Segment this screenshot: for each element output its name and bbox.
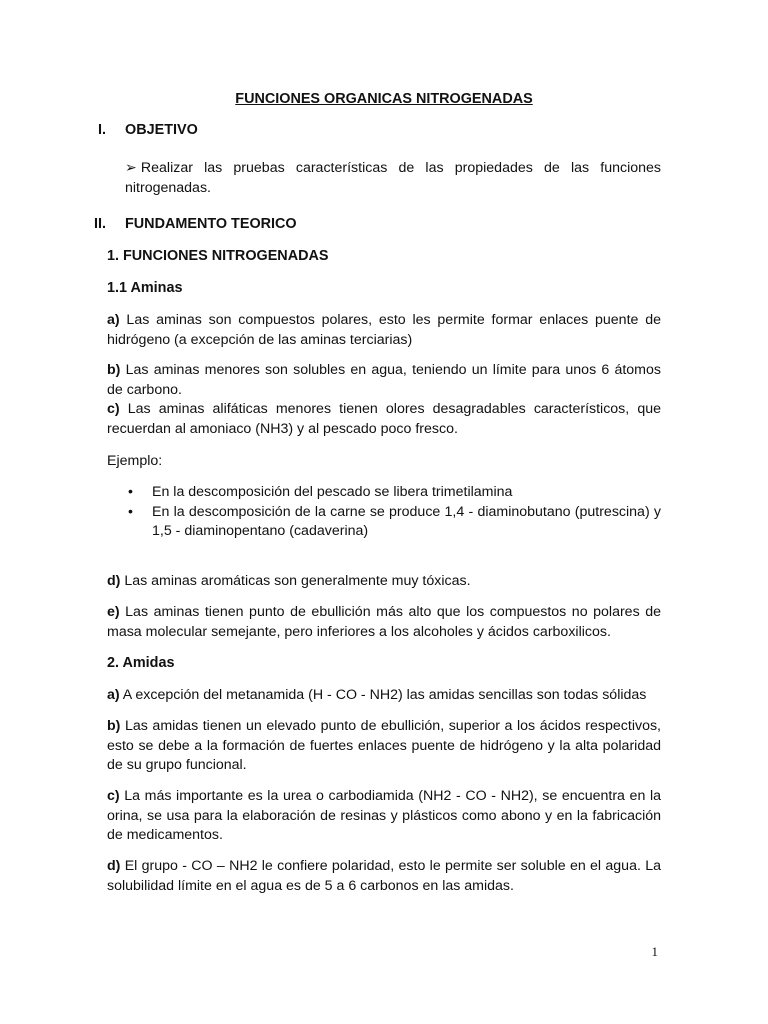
amidas-paragraph-d: [107, 857, 661, 896]
item-text: Las aminas aromáticas son generalmente muy tóxicas.: [120, 573, 471, 589]
item-label: e): [107, 604, 120, 620]
item-text: El grupo - CO – NH2 le confiere polaridad, esto le permite ser soluble en el agua. La solubilidad límite en el agua es de 5 a 6 carbonos en las amidas.: [107, 858, 661, 894]
aminas-paragraph-c: [107, 400, 661, 439]
aminas-paragraph-a: [107, 311, 661, 350]
section2-heading: FUNDAMENTO TEORICO: [125, 216, 297, 232]
page-number: 1: [651, 944, 658, 959]
aminas-paragraph-e: [107, 603, 661, 642]
item-label: d): [107, 858, 121, 874]
section2-numeral: II.: [94, 216, 106, 232]
objective-paragraph: [125, 159, 661, 198]
bullet-text: En la descomposición de la carne se produce 1,4 - diaminobutano (putrescina) y 1,5 - diaminopentano (cadaverina): [152, 503, 661, 539]
item-text: Las aminas alifáticas menores tienen olores desagradables característicos, que recuerdan al amoniaco (NH3) y al pescado poco fresco.: [107, 401, 661, 437]
amidas-paragraph-c: [107, 787, 661, 846]
subsection-funciones-nitrogenadas: 1. FUNCIONES NITROGENADAS: [107, 248, 329, 264]
ejemplo-label: Ejemplo:: [107, 453, 163, 469]
item-text: Las aminas son compuestos polares, esto les permite formar enlaces puente de hidrógeno (a excepción de las aminas terciarias): [107, 312, 661, 348]
section1-numeral: I.: [98, 122, 106, 138]
item-text: Las aminas menores son solubles en agua, teniendo un límite para unos 6 átomos de carbono.: [107, 362, 661, 398]
item-text: Las aminas tienen punto de ebullición más alto que los compuestos no polares de masa molecular semejante, pero inferiores a los alcoholes y ácidos carboxilicos.: [107, 604, 661, 640]
objective-text: Realizar las pruebas características de las propiedades de las funciones nitrogenadas.: [125, 160, 661, 196]
aminas-paragraph-b: [107, 361, 661, 400]
subsection-aminas: 1.1 Aminas: [107, 280, 183, 296]
item-label: a): [107, 312, 120, 328]
bullet-dot-icon: •: [128, 484, 133, 500]
item-text: La más importante es la urea o carbodiamida (NH2 - CO - NH2), se encuentra en la orina, se usa para la elaboración de resinas y plásticos como abono y en la fabricación de medicamentos.: [107, 788, 661, 843]
item-label: c): [107, 401, 120, 417]
aminas-paragraph-d: [107, 572, 661, 592]
ejemplo-bullet-list: [128, 483, 661, 542]
list-item: [128, 483, 661, 503]
subsection-amidas: 2. Amidas: [107, 655, 175, 671]
section1-heading: OBJETIVO: [125, 122, 198, 138]
bullet-dot-icon: •: [128, 503, 133, 520]
arrow-bullet-icon: ➢: [125, 160, 137, 176]
item-text: Las amidas tienen un elevado punto de ebullición, superior a los ácidos respectivos, esto se debe a la formación de fuertes enlaces puente de hidrógeno y la alta polaridad de su grupo funcional.: [107, 718, 661, 773]
amidas-paragraph-b: [107, 717, 661, 776]
item-text: A excepción del metanamida (H - CO - NH2) las amidas sencillas son todas sólidas: [119, 687, 647, 703]
list-item: [128, 503, 661, 542]
amidas-paragraph-a: [107, 686, 661, 706]
bullet-text: En la descomposición del pescado se libera trimetilamina: [152, 484, 513, 500]
item-label: c): [107, 788, 120, 804]
item-label: b): [107, 718, 121, 734]
document-title: FUNCIONES ORGANICAS NITROGENADAS: [235, 91, 533, 107]
item-label: d): [107, 573, 121, 589]
item-label: a): [107, 687, 120, 703]
item-label: b): [107, 362, 121, 378]
